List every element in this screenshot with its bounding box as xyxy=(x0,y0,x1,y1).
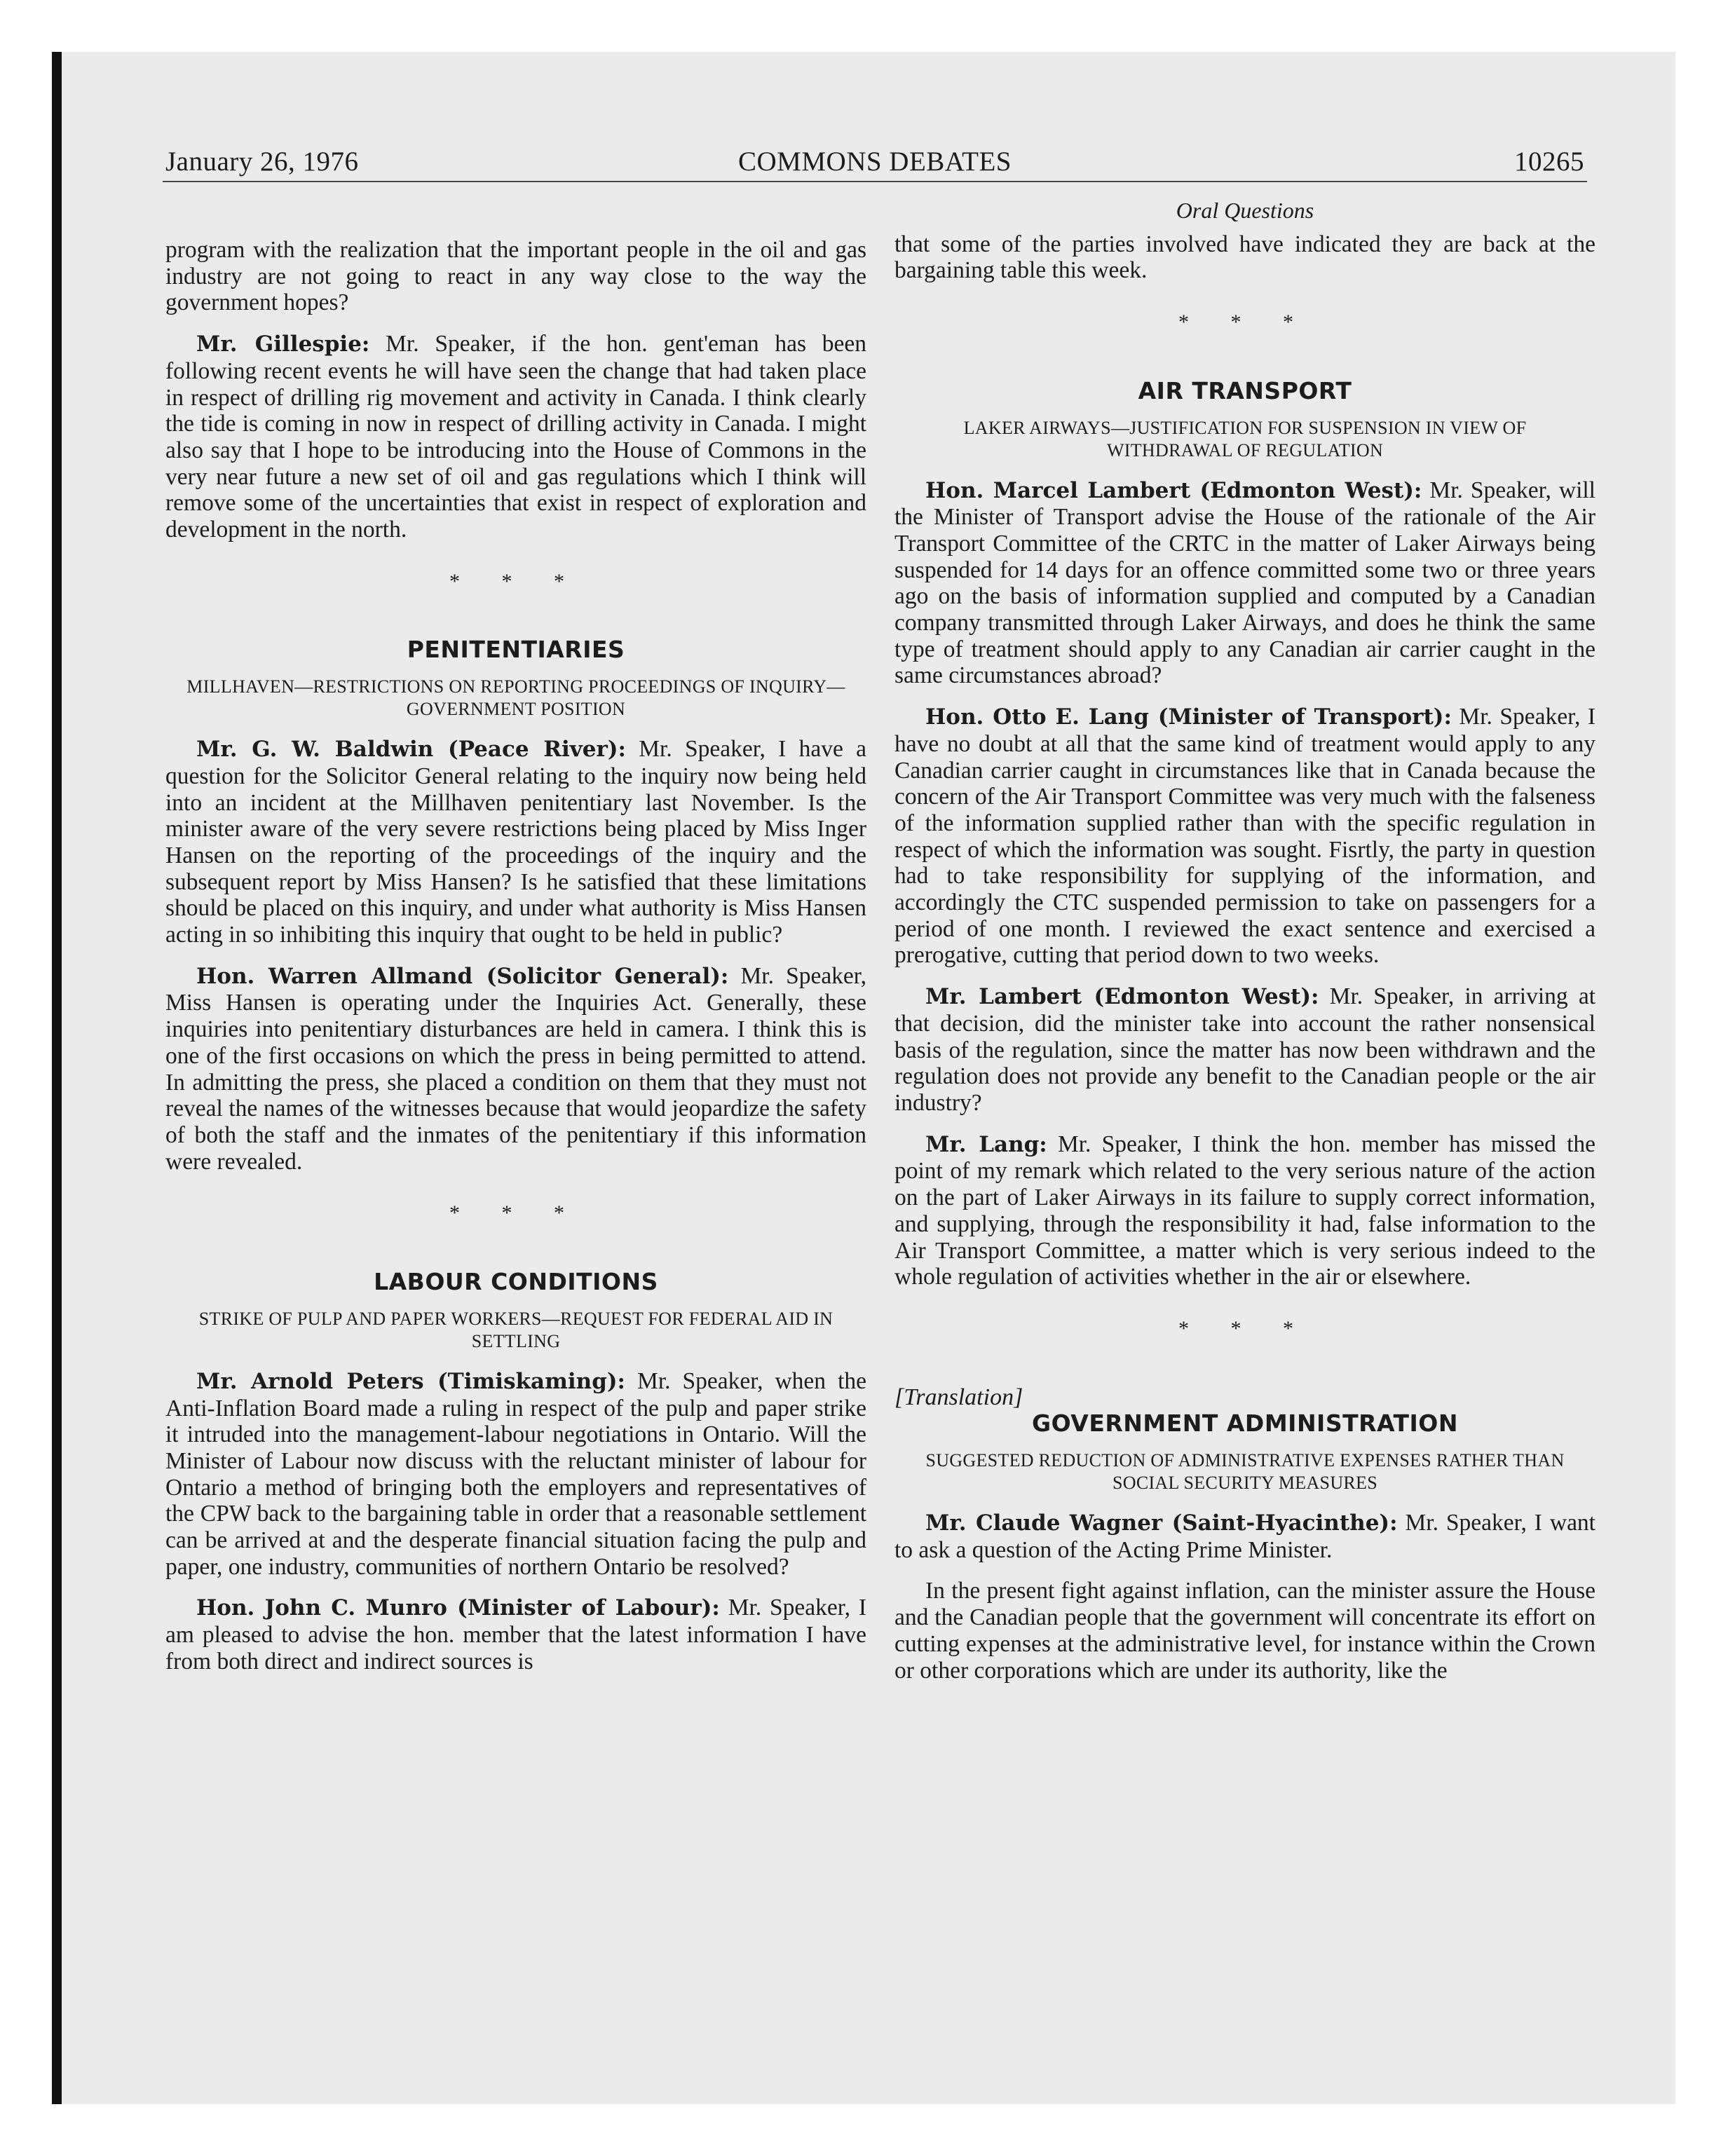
page-header xyxy=(163,143,1587,182)
section-separator: * * * xyxy=(1178,311,1312,334)
speaker-name: Hon. Marcel Lambert (Edmonton West): xyxy=(925,477,1422,503)
speaker-name: Mr. Lang: xyxy=(925,1131,1047,1157)
paragraph: Hon. John C. Munro (Minister of Labour): Mr. Speaker, I am pleased to advise the hon. member that the latest information I have from both direct and indirect sources is xyxy=(165,1595,866,1674)
section-subheading: STRIKE OF PULP AND PAPER WORKERS—REQUEST FOR FEDERAL AID IN SETTLING xyxy=(198,1308,834,1351)
paragraph: Mr. G. W. Baldwin (Peace River): Mr. Speaker, I have a question for the Solicitor General relating to the inquiry now being held into an incident at the Millhaven penitentiary last November. Is the minister aware of the very severe restrictions being placed by Miss Inger Hansen on the reporting of the proceedings of the inquiry and the subsequent report by Miss Hansen? Is he satisfied that these limitations should be placed on this inquiry, and under what authority is Miss Hansen acting in so inhibiting this inquiry that ought to be held in public? xyxy=(165,736,866,948)
speaker-name: Mr. Arnold Peters (Timiskaming): xyxy=(196,1368,626,1394)
speaker-name: Hon. Otto E. Lang (Minister of Transport): xyxy=(925,704,1452,730)
translation-note: [Translation] xyxy=(894,1384,1023,1410)
paragraph: Mr. Lang: Mr. Speaker, I think the hon. member has missed the point of my remark which related to the very serious nature of the action on the part of Laker Airways in its failure to supply correct information, and supplying, through the responsibility it had, false information to the Air Transport Committee, a matter which is very serious indeed to the whole regulation of activities whether in the air or elsewhere. xyxy=(894,1131,1595,1290)
speaker-name: Mr. Claude Wagner (Saint-Hyacinthe): xyxy=(925,1510,1398,1536)
paragraph: Mr. Gillespie: Mr. Speaker, if the hon. gent'eman has been following recent events he will have seen the change that had taken place in respect of drilling rig movement and activity in Canada. I think clearly the tide is coming in now in respect of drilling activity in Canada. I might also say that I hope to be introducing into the House of Commons in the very near future a new set of oil and gas regulations which I think will remove some of the uncertainties that exist in respect of exploration and development in the north. xyxy=(165,331,867,543)
page-number: 10265 xyxy=(1514,146,1584,177)
section-subheading: LAKER AIRWAYS—JUSTIFICATION FOR SUSPENSION IN VIEW OF WITHDRAWAL OF REGULATION xyxy=(963,417,1527,460)
right-column xyxy=(894,198,1595,1698)
running-head: Oral Questions xyxy=(1176,198,1314,223)
speaker-name: Mr. G. W. Baldwin (Peace River): xyxy=(196,737,626,763)
paragraph: program with the realization that the important people in the oil and gas industry are not going to react in any way close to the way the government hopes? xyxy=(165,237,866,316)
section-heading: PENITENTIARIES xyxy=(407,636,625,664)
section-heading: GOVERNMENT ADMINISTRATION xyxy=(1032,1410,1458,1438)
left-column xyxy=(165,237,866,1690)
paragraph: Mr. Arnold Peters (Timiskaming): Mr. Speaker, when the Anti-Inflation Board made a ruling in respect of the pulp and paper strike it intruded into the management-labour negotiations in Ontario. Will the Minister of Labour now discuss with the reluctant minister of labour for Ontario a method of bringing both the employers and representatives of the CPW back to the bargaining table in order that a reasonable settlement can be arrived at and the desperate financial situation facing the pulp and paper, one industry, communities of northern Ontario be resolved? xyxy=(165,1367,866,1580)
section-subheading: SUGGESTED REDUCTION OF ADMINISTRATIVE EXPENSES RATHER THAN SOCIAL SECURITY MEASURES xyxy=(925,1450,1565,1494)
paragraph: that some of the parties involved have indicated they are back at the bargaining table this week. xyxy=(894,231,1595,284)
paragraph: Hon. Marcel Lambert (Edmonton West): Mr. Speaker, will the Minister of Transport advise the House of the rationale of the Air Transport Committee of the CRTC in the matter of Laker Airways being suspended for 14 days for an offence committed some two or three years ago on the basis of information supplied and computed by a Canadian company transmitted through Laker Airways, and does he think the same type of treatment should apply to any Canadian air carrier caught in the same circumstances abroad? xyxy=(894,477,1595,689)
paragraph: Hon. Otto E. Lang (Minister of Transport): Mr. Speaker, I have no doubt at all that the same kind of treatment would apply to any Canadian carrier caught in circumstances like that in Canada because the concern of the Air Transport Committee was very much with the falseness of the information supplied rather than with the specific regulation in respect of which the information was sought. Fisrtly, the party in question had to take responsibility for supplying of the information, and accordingly the CTC suspended permission to take on passengers for a period of one month. I reviewed the exact sentence and exercised a prerogative, cutting that period down to two weeks. xyxy=(894,704,1595,969)
section-separator: * * * xyxy=(449,569,583,593)
paragraph: In the present fight against inflation, can the minister assure the House and the Canadian people that the government will concentrate its effort on cutting expenses at the administrative level, for instance within the Crown or other corporations which are under its authority, like the xyxy=(894,1578,1595,1684)
section-heading: LABOUR CONDITIONS xyxy=(374,1268,658,1296)
speaker-name: Mr. Gillespie: xyxy=(196,332,370,357)
section-separator: * * * xyxy=(449,1201,583,1225)
scan-edge-bar xyxy=(52,52,62,2104)
speaker-name: Mr. Lambert (Edmonton West): xyxy=(925,984,1319,1010)
paragraph: Mr. Lambert (Edmonton West): Mr. Speaker, in arriving at that decision, did the minister take into account the rather nonsensical basis of the regulation, since the matter has now been withdrawn and the regulation does not provide any benefit to the Canadian people or the air industry? xyxy=(894,983,1595,1116)
section-separator: * * * xyxy=(1178,1316,1312,1340)
section-heading: AIR TRANSPORT xyxy=(1138,376,1352,404)
paragraph: Mr. Claude Wagner (Saint-Hyacinthe): Mr. Speaker, I want to ask a question of the Acting Prime Minister. xyxy=(894,1510,1595,1563)
header-date: January 26, 1976 xyxy=(165,146,359,177)
speaker-name: Hon. Warren Allmand (Solicitor General): xyxy=(196,963,729,989)
header-title: COMMONS DEBATES xyxy=(738,146,1012,177)
paragraph: Hon. Warren Allmand (Solicitor General): Mr. Speaker, Miss Hansen is operating under the Inquiries Act. Generally, these inquiries into penitentiary disturbances are held in camera. I think this is one of the first occasions on which the press in being permitted to attend. In admitting the press, she placed a condition on them that they must not reveal the names of the witnesses because that would jeopardize the safety of both the staff and the inmates of the penitentiary if this information were revealed. xyxy=(165,962,866,1175)
speaker-name: Hon. John C. Munro (Minister of Labour): xyxy=(196,1595,720,1621)
section-subheading: MILLHAVEN—RESTRICTIONS ON REPORTING PROCEEDINGS OF INQUIRY—GOVERNMENT POSITION xyxy=(186,676,845,720)
